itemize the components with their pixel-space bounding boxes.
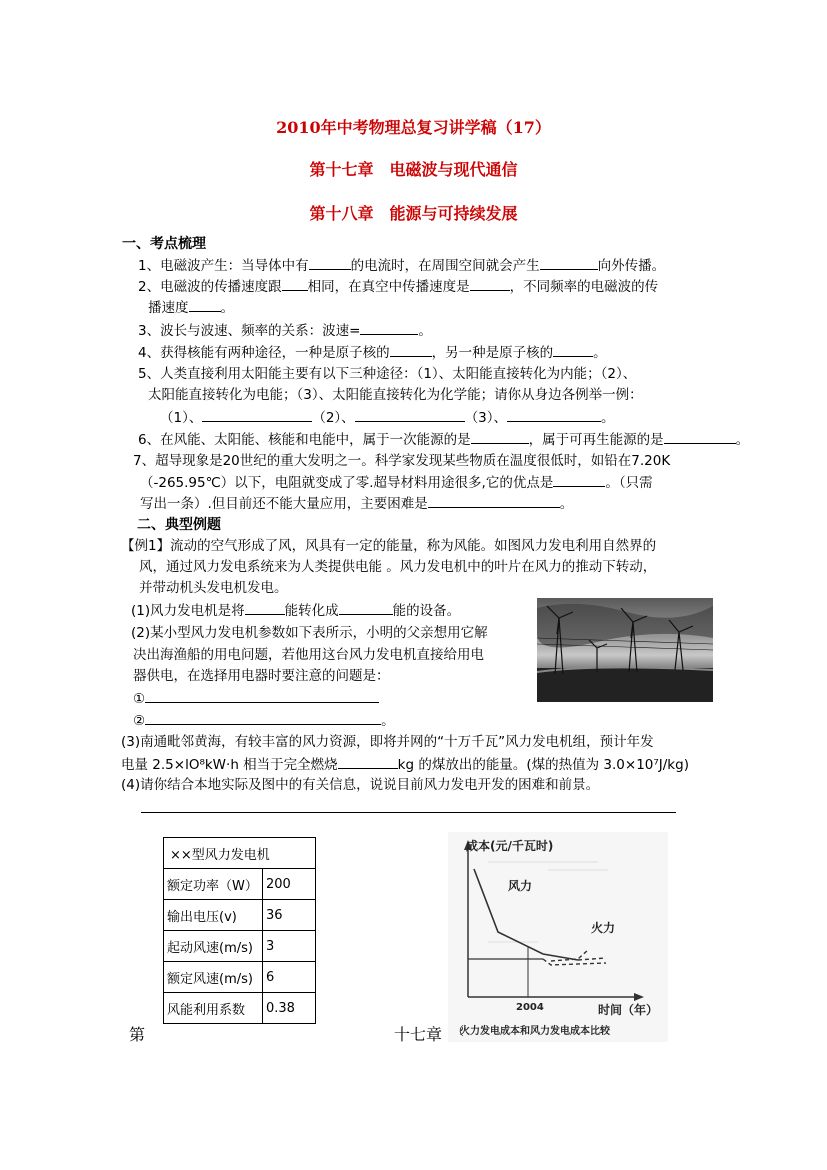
chapter-18-title: 第十八章 能源与可持续发展 [309, 204, 518, 223]
part-4: (4)请你结合本地实际及图中的有关信息，说说目前风力发电开发的困难和前景。 [121, 777, 600, 793]
question-6: 6、在风能、太阳能、核能和电能中，属于一次能源的是 ，属于可再生能源的是 。 [138, 429, 749, 450]
blank[interactable] [540, 255, 598, 270]
table-cell-label: 风能利用系数 [164, 993, 263, 1024]
series-label-fire: 火力 [591, 921, 616, 935]
table-cell-value: 3 [263, 931, 316, 962]
spec-table [163, 837, 316, 1024]
part-3-cont: 电量 2.5×lO⁸kW·h 相当于完全燃烧 kg 的煤放出的能量。(煤的热值为 3.0×10⁷J/kg) [121, 754, 689, 775]
table-cell-label: 额定功率（W） [164, 869, 263, 900]
wind-farm-photo [537, 598, 713, 702]
blank[interactable] [309, 255, 351, 270]
question-2-cont: 播速度 。 [148, 297, 234, 318]
blank[interactable] [145, 688, 379, 703]
footer-left: 第 [129, 1025, 146, 1044]
table-row [164, 993, 316, 1024]
table-cell-label: 额定风速(m/s) [164, 962, 263, 993]
footer-chapter: 十七章 [394, 1025, 443, 1044]
question-7-cont: （-265.95℃）以下，电阻就变成了零.超导材料用途很多,它的优点是 。（只需 [140, 472, 653, 493]
table-cell-value: 0.38 [263, 993, 316, 1024]
table-cell-value: 6 [263, 962, 316, 993]
question-2: 2、电磁波的传播速度跟 相同，在真空中传播速度是 ，不同频率的电磁波的传 [138, 276, 658, 297]
example-1-intro: 【例1】流动的空气形成了风，风具有一定的能量，称为风能。如图风力发电利用自然界的 [121, 538, 657, 554]
part-2-answer-2: ② 。 [133, 710, 395, 731]
blank[interactable] [471, 429, 529, 444]
table-row [164, 838, 316, 869]
question-4: 4、获得核能有两种途径，一种是原子核的 ，另一种是原子核的 。 [138, 342, 607, 363]
answer-line[interactable] [141, 812, 676, 813]
page-title: 2010年中考物理总复习讲学稿（17） [276, 118, 551, 137]
blank[interactable] [338, 754, 398, 769]
x-axis-label: 时间（年） [598, 1003, 659, 1017]
chapter-17-title: 第十七章 电磁波与现代通信 [309, 160, 518, 179]
chart-title: 火力发电成本和风力发电成本比较 [460, 1026, 610, 1037]
part-2-cont2: 器供电，在选择用电器时要注意的问题是： [133, 668, 390, 684]
footer-bracket: （ [452, 1024, 465, 1038]
table-cell-label: 输出电压(v) [164, 900, 263, 931]
part-3: (3)南通毗邻黄海，有较丰富的风力资源，即将并网的“十万千瓦”风力发电机组，预计年发 [121, 734, 654, 750]
question-5-examples: （1）、 （2）、 （3）、 。 [160, 407, 615, 428]
blank[interactable] [355, 407, 465, 422]
part-2-answer-1: ① [133, 688, 379, 709]
section-1-heading: 一、考点梳理 [122, 236, 206, 252]
blank[interactable] [189, 297, 221, 312]
blank[interactable] [339, 600, 393, 615]
question-3: 3、波长与波速、频率的关系：波速= 。 [138, 320, 432, 341]
part-2: (2)某小型风力发电机参数如下表所示，小明的父亲想用它解 [131, 625, 488, 641]
series-label-wind: 风力 [508, 879, 533, 893]
table-header: ××型风力发电机 [164, 838, 316, 869]
example-1-intro-cont2: 并带动机头发电机发电。 [139, 580, 288, 596]
section-2-heading: 二、典型例题 [137, 517, 221, 533]
y-axis-label: 成本(元/千瓦时) [466, 839, 554, 853]
blank[interactable] [145, 710, 381, 725]
table-row [164, 931, 316, 962]
question-5: 5、人类直接利用太阳能主要有以下三种途径：（1）、太阳能直接转化为内能；（2）、 [138, 366, 637, 382]
table-row [164, 962, 316, 993]
blank[interactable] [553, 472, 605, 487]
x-tick-label: 2004 [516, 1002, 544, 1013]
table-row [164, 900, 316, 931]
table-cell-label: 起动风速(m/s) [164, 931, 263, 962]
part-2-cont: 决出海渔船的用电问题，若他用这台风力发电机直接给用电 [133, 647, 484, 663]
question-7-cont2: 写出一条）.但目前还不能大量应用，主要困难是 。 [140, 493, 573, 514]
cost-chart [448, 832, 668, 1042]
part-1: (1)风力发电机是将 能转化成 能的设备。 [131, 600, 460, 621]
table-cell-value: 36 [263, 900, 316, 931]
table-row [164, 869, 316, 900]
blank[interactable] [428, 493, 560, 508]
blank[interactable] [202, 407, 312, 422]
question-1: 1、电磁波产生：当导体中有 的电流时，在周围空间就会产生 向外传播。 [138, 255, 665, 276]
example-1-intro-cont: 风，通过风力发电系统来为人类提供电能 。风力发电机中的叶片在风力的推动下转动， [139, 559, 657, 575]
blank[interactable] [390, 342, 432, 357]
blank[interactable] [360, 320, 418, 335]
blank[interactable] [282, 276, 308, 291]
blank[interactable] [470, 276, 510, 291]
blank[interactable] [507, 407, 601, 422]
question-7: 7、超导现象是20世纪的重大发明之一。科学家发现某些物质在温度很低时，如铅在7.20K [133, 453, 671, 469]
table-cell-value: 200 [263, 869, 316, 900]
blank[interactable] [553, 342, 593, 357]
question-5-cont: 太阳能直接转化为电能；（3）、太阳能直接转化为化学能；请你从身边各例举一例： [148, 387, 643, 403]
blank[interactable] [664, 429, 736, 444]
blank[interactable] [245, 600, 285, 615]
